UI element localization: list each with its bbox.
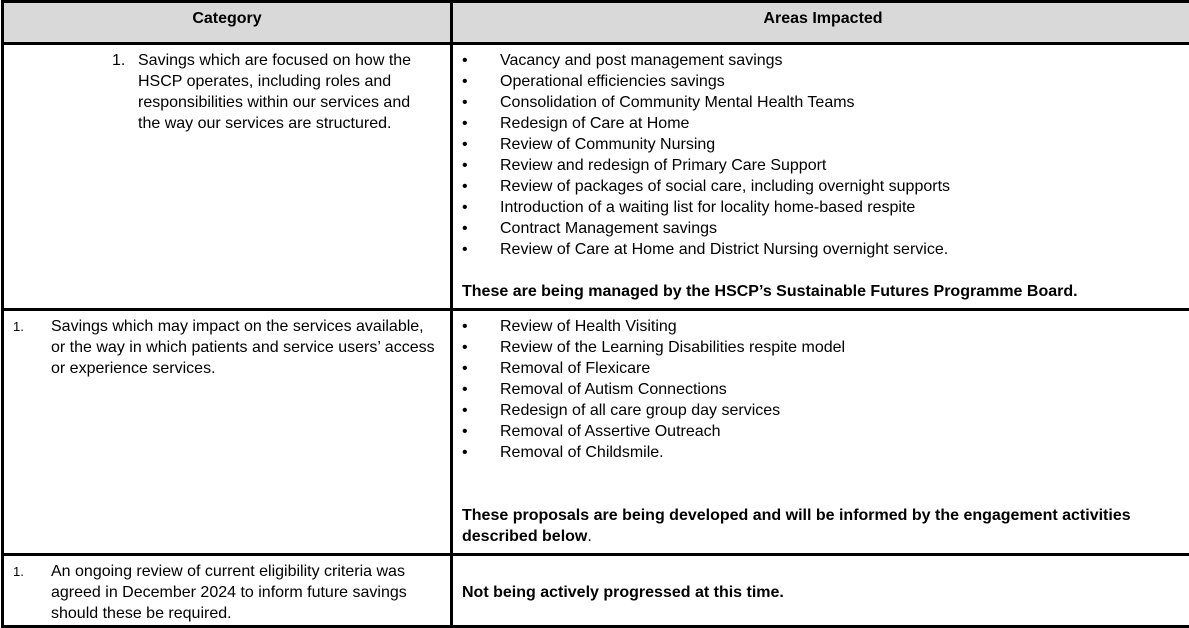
areas-list: [453, 45, 1189, 260]
list-item: • Introduction of a waiting list for locality home-based respite: [462, 197, 1189, 218]
table-row: [3, 310, 1189, 555]
areas-cell: [452, 310, 1189, 555]
areas-cell: [452, 555, 1189, 627]
status-note: These proposals are being developed and will be informed by the engagement activities described below.: [453, 505, 1189, 547]
bullet-icon: •: [462, 218, 500, 239]
list-item: • Vacancy and post management savings: [462, 50, 1189, 71]
category-text: Savings which may impact on the services available, or the way in which patients and service users’ access or experience services.: [51, 316, 442, 379]
list-item: • Contract Management savings: [462, 218, 1189, 239]
areas-cell: [452, 44, 1189, 310]
list-item: • Review and redesign of Primary Care Support: [462, 155, 1189, 176]
list-item: • Redesign of all care group day services: [462, 400, 1189, 421]
list-item: • Removal of Autism Connections: [462, 379, 1189, 400]
areas-list: [453, 311, 1189, 463]
category-cell: [3, 555, 452, 627]
category-text: Savings which are focused on how the HSCP operates, including roles and responsibilities within our services and the way our services are structured.: [138, 50, 420, 134]
list-item: • Consolidation of Community Mental Health Teams: [462, 92, 1189, 113]
list-number: 1.: [13, 561, 51, 624]
bullet-icon: •: [462, 92, 500, 113]
bullet-icon: •: [462, 400, 500, 421]
bullet-icon: •: [462, 155, 500, 176]
list-item: • Removal of Childsmile.: [462, 442, 1189, 463]
status-note: These are being managed by the HSCP’s Sustainable Futures Programme Board.: [453, 281, 1189, 302]
savings-table: [1, 0, 1189, 628]
status-note: Not being actively progressed at this time.: [453, 556, 1189, 603]
list-item: • Removal of Flexicare: [462, 358, 1189, 379]
list-item: • Review of the Learning Disabilities respite model: [462, 337, 1189, 358]
table-row: [3, 555, 1189, 627]
list-item: • Review of packages of social care, including overnight supports: [462, 176, 1189, 197]
bullet-icon: •: [462, 379, 500, 400]
list-item: • Removal of Assertive Outreach: [462, 421, 1189, 442]
bullet-icon: •: [462, 71, 500, 92]
bullet-icon: •: [462, 197, 500, 218]
header-category: Category: [3, 2, 452, 44]
bullet-icon: •: [462, 316, 500, 337]
table-row: [3, 44, 1189, 310]
bullet-icon: •: [462, 113, 500, 134]
list-item: • Redesign of Care at Home: [462, 113, 1189, 134]
header-row: [3, 2, 1189, 44]
bullet-icon: •: [462, 50, 500, 71]
bullet-icon: •: [462, 176, 500, 197]
list-item: • Operational efficiencies savings: [462, 71, 1189, 92]
bullet-icon: •: [462, 442, 500, 463]
list-item: • Review of Health Visiting: [462, 316, 1189, 337]
bullet-icon: •: [462, 239, 500, 260]
list-number: 1.: [112, 50, 138, 134]
list-item: • Review of Care at Home and District Nursing overnight service.: [462, 239, 1189, 260]
category-cell: [3, 44, 452, 310]
list-number: 1.: [13, 316, 51, 379]
list-item: • Review of Community Nursing: [462, 134, 1189, 155]
category-text: An ongoing review of current eligibility criteria was agreed in December 2024 to inform future savings should these be required.: [51, 561, 442, 624]
bullet-icon: •: [462, 358, 500, 379]
bullet-icon: •: [462, 134, 500, 155]
header-areas-impacted: Areas Impacted: [452, 2, 1189, 44]
category-cell: [3, 310, 452, 555]
bullet-icon: •: [462, 421, 500, 442]
bullet-icon: •: [462, 337, 500, 358]
